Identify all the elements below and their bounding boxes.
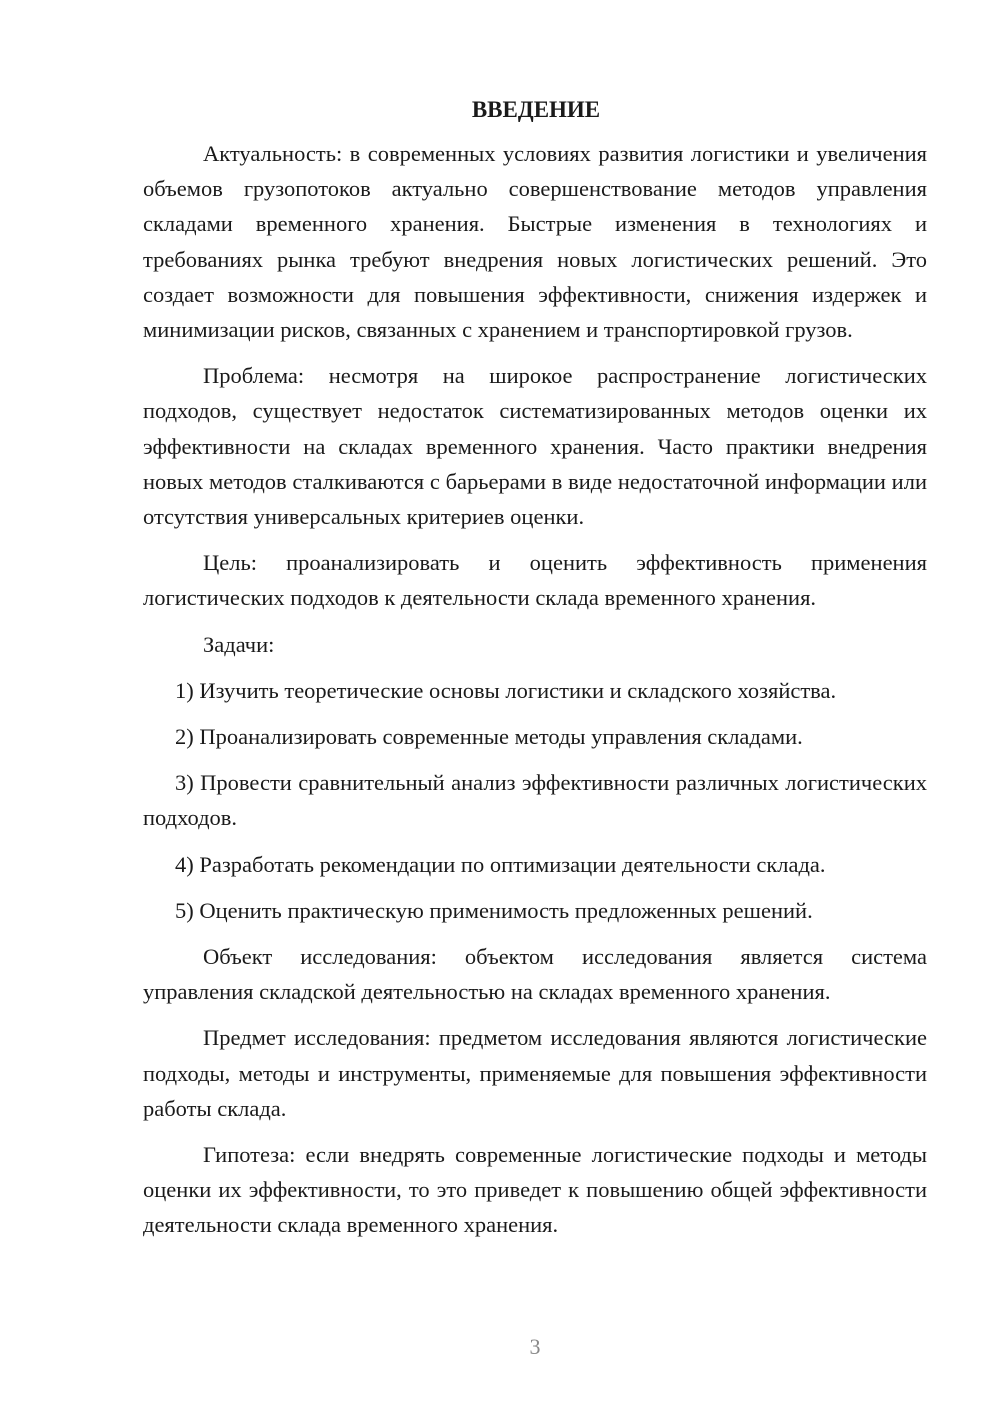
page-number: 3 [529,1334,541,1359]
paragraph-relevance: Актуальность: в современных условиях развития логистики и увеличения объемов грузопотоков актуально совершенствование методов управления складами временного хранения. Быстрые изменения в технологиях и требованиях рынка требуют внедрения новых логистических решений. Это создает возможности для повышения эффективности, снижения издержек и минимизации рисков, связанных с хранением и транспортировкой грузов. [143,141,927,343]
task-item-1: 1) Изучить теоретические основы логистики и складского хозяйства. [175,677,837,703]
task-item-3: 3) Провести сравнительный анализ эффективности различных логистических подходов. [143,770,927,831]
section-heading: ВВЕДЕНИЕ [471,97,601,122]
paragraph-hypothesis: Гипотеза: если внедрять современные логистические подходы и методы оценки их эффективности, то это приведет к повышению общей эффективности деятельности склада временного хранения. [143,1142,927,1238]
task-item-5: 5) Оценить практическую применимость предложенных решений. [175,897,813,923]
task-item-2: 2) Проанализировать современные методы управления складами. [175,724,803,750]
paragraph-object: Объект исследования: объектом исследования является система управления складской деятельностью на складах временного хранения. [143,944,927,1005]
paragraph-problem: Проблема: несмотря на широкое распространение логистических подходов, существует недостаток систематизированных методов оценки их эффективности на складах временного хранения. Часто практики внедрения новых методов сталкиваются с барьерами в виде недостаточной информации или отсутствия универсальных критериев оценки. [143,363,927,530]
paragraph-goal: Цель: проанализировать и оценить эффективность применения логистических подходов к деятельности склада временного хранения. [143,550,927,611]
paragraph-tasks-label: Задачи: [203,631,275,657]
paragraph-subject: Предмет исследования: предметом исследования являются логистические подходы, методы и инструменты, применяемые для повышения эффективности работы склада. [143,1025,927,1121]
task-item-4: 4) Разработать рекомендации по оптимизации деятельности склада. [175,851,826,877]
page-content [143,96,927,1254]
